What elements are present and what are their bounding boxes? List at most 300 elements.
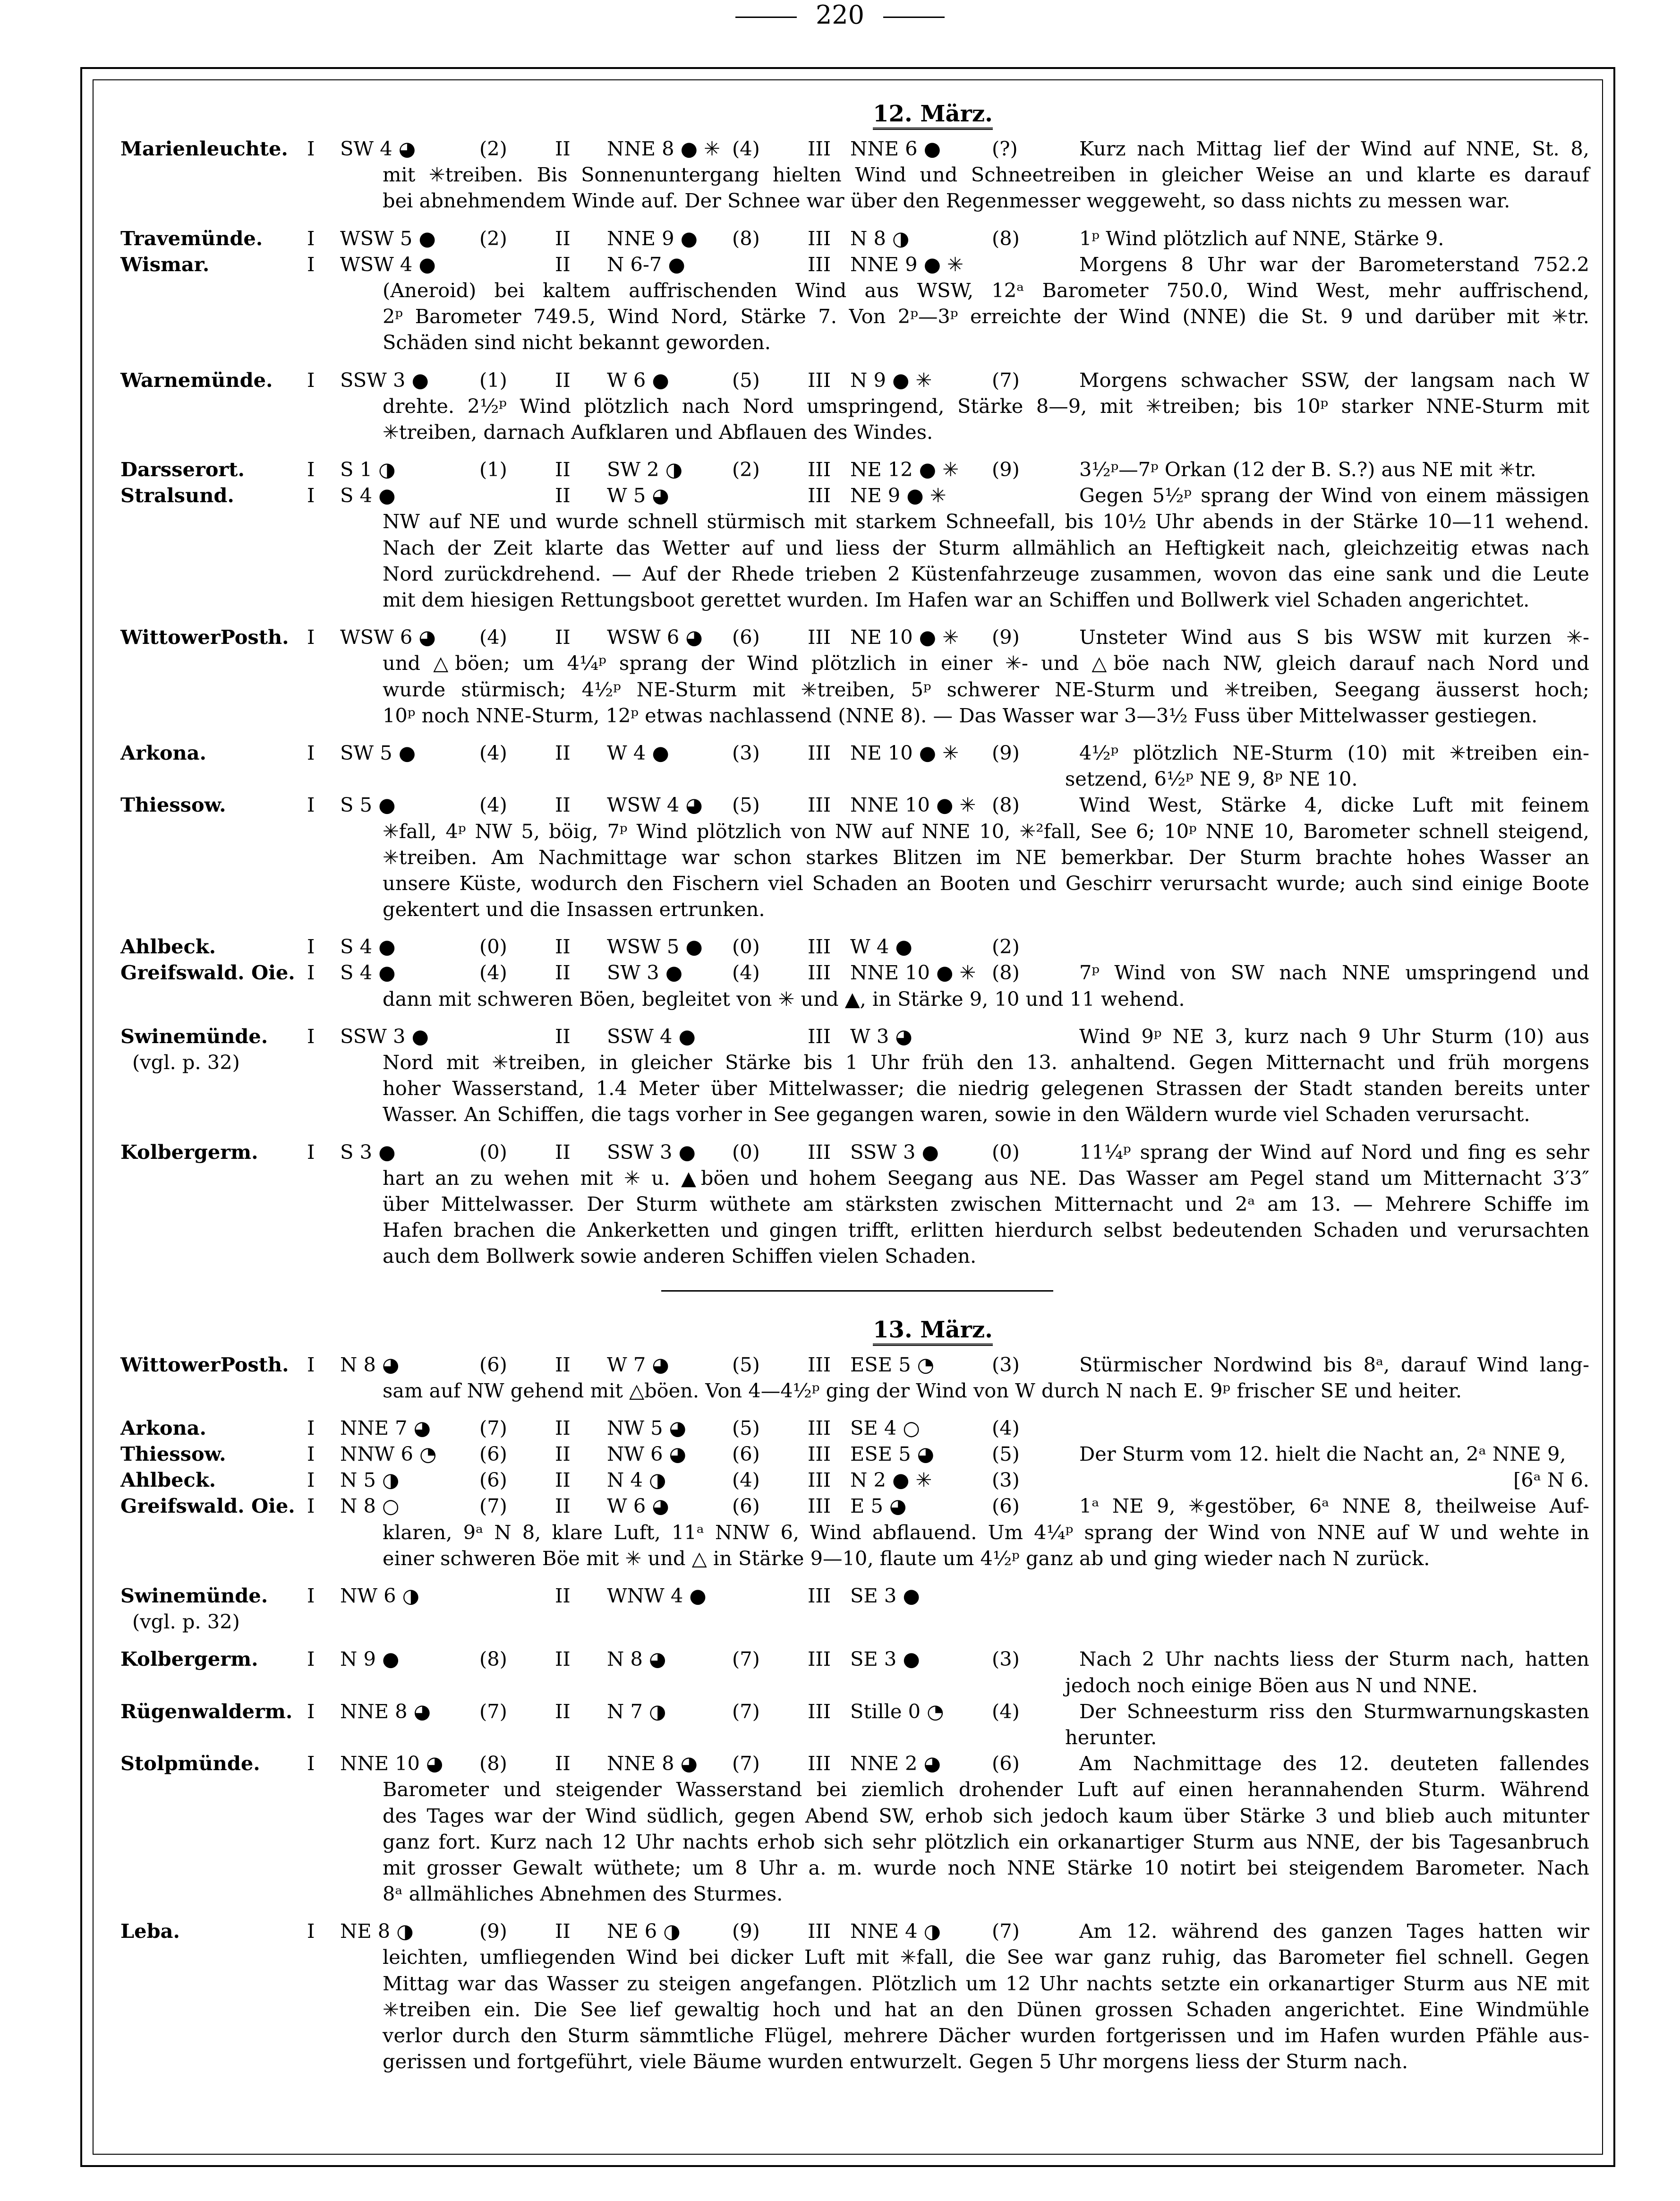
obs-time-3: III bbox=[808, 368, 831, 392]
obs-3: SSW 3 ● bbox=[850, 1140, 939, 1164]
obs-time-1: I bbox=[307, 741, 315, 764]
remark-row bbox=[120, 1724, 1589, 1750]
obs-1: S 4 ● bbox=[340, 961, 396, 985]
remark-row bbox=[120, 1545, 1589, 1571]
station-name: Ahlbeck. bbox=[120, 935, 216, 959]
station-name: Swinemünde. bbox=[120, 1584, 268, 1607]
station-name: Arkona. bbox=[120, 741, 207, 764]
remark-row bbox=[120, 986, 1589, 1012]
obs-time-2: II bbox=[555, 741, 571, 764]
remark-start: Am 12. während des ganzen Tages hatten wir bbox=[1079, 1919, 1589, 1943]
station-name: Greifswald. Oie. bbox=[120, 961, 295, 985]
sea-state-1: (1) bbox=[479, 458, 507, 481]
station-entry bbox=[120, 225, 1589, 251]
obs-time-2: II bbox=[555, 1140, 571, 1164]
entry-gap bbox=[120, 445, 1589, 456]
obs-time-1: I bbox=[307, 368, 315, 392]
station-name: Darsserort. bbox=[120, 458, 245, 481]
remark-line: Hafen brachen die Ankerketten und gingen trifft, erlitten hierdurch selbst bedeutenden Schaden und verursachten bbox=[383, 1218, 1589, 1242]
remark-row bbox=[120, 896, 1589, 922]
obs-3: N 2 ● ✳ bbox=[850, 1468, 932, 1492]
remark-line: unsere Küste, wodurch den Fischern viel Schaden an Booten und Geschirr verursacht wurde; auch sind einige Boote bbox=[383, 871, 1589, 895]
remark-line: des Tages war der Wind südlich, gegen Abend SW, erhob sich jedoch kaum über Stärke 3 und blieb auch mitunter bbox=[383, 1804, 1589, 1827]
obs-2: N 4 ◑ bbox=[607, 1468, 666, 1492]
remark-start: 4½ᵖ plötzlich NE-Sturm (10) mit ✳treiben ein- bbox=[1079, 741, 1589, 764]
obs-time-3: III bbox=[808, 961, 831, 985]
obs-time-3: III bbox=[808, 252, 831, 276]
remark-row bbox=[120, 2048, 1589, 2074]
entry-first-line bbox=[120, 1139, 1589, 1165]
obs-3: Stille 0 ◔ bbox=[850, 1699, 944, 1723]
remark-line: einer schweren Böe mit ✳ und △ in Stärke 9—10, flaute um 4½ᵖ ganz ab und ging wieder nach N zurück. bbox=[383, 1546, 1430, 1570]
sea-state-3: (4) bbox=[992, 1416, 1020, 1439]
station-entry bbox=[120, 136, 1589, 214]
remark-line: gerissen und fortgeführt, viele Bäume wurden entwurzelt. Gegen 5 Uhr morgens liess der Sturm nach. bbox=[383, 2050, 1408, 2073]
remark-line: ✳fall, 4ᵖ NW 5, böig, 7ᵖ Wind plötzlich von NW auf NNE 10, ✳²fall, See 6; 10ᵖ NNE 10, Barometer schnell steigend, bbox=[383, 819, 1589, 843]
obs-1: NNE 10 ◕ bbox=[340, 1752, 443, 1775]
remark-start: 1ᵖ Wind plötzlich auf NNE, Stärke 9. bbox=[1079, 226, 1444, 250]
remark-row bbox=[120, 702, 1589, 728]
obs-time-1: I bbox=[307, 1647, 315, 1671]
station-entry bbox=[120, 1467, 1589, 1493]
remark-start: Wind 9ᵖ NE 3, kurz nach 9 Uhr Sturm (10) aus bbox=[1079, 1024, 1589, 1048]
remark-row bbox=[120, 844, 1589, 870]
sea-state-3: (9) bbox=[992, 458, 1020, 481]
obs-3: SE 3 ● bbox=[850, 1647, 920, 1671]
remark-row bbox=[120, 393, 1589, 419]
remark-line: bei abnehmendem Winde auf. Der Schnee war über den Regenmesser weggeweht, so dass nichts zu messen war. bbox=[383, 189, 1510, 213]
remark-start: Morgens schwacher SSW, der langsam nach W bbox=[1079, 368, 1589, 392]
station-name: Thiessow. bbox=[120, 1442, 226, 1466]
sea-state-2: (0) bbox=[732, 1140, 760, 1164]
sea-state-1: (9) bbox=[479, 1919, 507, 1943]
obs-2: W 4 ● bbox=[607, 741, 669, 764]
entry-first-line bbox=[120, 136, 1589, 162]
remark-line: leichten, umfliegenden Wind bei dicker Luft mit ✳fall, die See war ganz ruhig, das Barometer fiel schnell. Gegen bbox=[383, 1945, 1589, 1969]
station-name: WittowerPosth. bbox=[120, 625, 289, 649]
remark-line: drehte. 2½ᵖ Wind plötzlich nach Nord umspringend, Stärke 8—9, mit ✳treiben; bis 10ᵖ starker NNE-Sturm mit bbox=[383, 394, 1589, 418]
sea-state-1: (0) bbox=[479, 935, 507, 959]
station-entry bbox=[120, 1415, 1589, 1441]
sea-state-3: (8) bbox=[992, 226, 1020, 250]
obs-1: S 5 ● bbox=[340, 793, 396, 817]
remark-start: Unsteter Wind aus S bis WSW mit kurzen ✳- bbox=[1079, 625, 1589, 649]
remark-start: Am Nachmittage des 12. deuteten fallendes bbox=[1079, 1752, 1589, 1775]
entry-first-line bbox=[120, 1583, 1589, 1609]
obs-1: WSW 5 ● bbox=[340, 226, 436, 250]
remark-row bbox=[120, 1519, 1589, 1545]
remark-row bbox=[120, 1803, 1589, 1829]
remark-line: ✳treiben, darnach Aufklaren und Abflauen des Windes. bbox=[383, 420, 933, 444]
obs-time-3: III bbox=[808, 458, 831, 481]
obs-time-1: I bbox=[307, 1494, 315, 1518]
entry-first-line bbox=[120, 1441, 1589, 1467]
entry-first-line bbox=[120, 482, 1589, 508]
remark-line: 8ᵃ allmähliches Abnehmen des Sturmes. bbox=[383, 1882, 783, 1906]
obs-2: NE 6 ◑ bbox=[607, 1919, 681, 1943]
entry-first-line bbox=[120, 1415, 1589, 1441]
obs-1: SW 5 ● bbox=[340, 741, 416, 764]
station-name: Rügenwalderm. bbox=[120, 1699, 293, 1723]
sea-state-3: (3) bbox=[992, 1353, 1020, 1376]
sea-state-1: (4) bbox=[479, 961, 507, 985]
left-dash bbox=[735, 17, 797, 18]
remark-line: klaren, 9ᵃ N 8, klare Luft, 11ᵃ NNW 6, Wind abflauend. Um 4¼ᵖ sprang der Wind von NNE auf W und wehte in bbox=[383, 1520, 1589, 1544]
remark-row bbox=[120, 2022, 1589, 2048]
obs-2: SSW 4 ● bbox=[607, 1024, 696, 1048]
obs-2: SSW 3 ● bbox=[607, 1140, 696, 1164]
remark-line: ✳treiben. Am Nachmittage war schon starkes Blitzen im NE bemerkbar. Der Sturm brachte hohes Wasser an bbox=[383, 845, 1589, 869]
station-entry bbox=[120, 1583, 1589, 1635]
sea-state-1: (0) bbox=[479, 1140, 507, 1164]
station-entry bbox=[120, 1698, 1589, 1750]
sea-state-2: (4) bbox=[732, 961, 760, 985]
remark-row bbox=[120, 1378, 1589, 1404]
obs-1: SSW 3 ● bbox=[340, 1024, 429, 1048]
entry-sub-line bbox=[120, 1609, 1589, 1635]
sea-state-3: (3) bbox=[992, 1468, 1020, 1492]
obs-time-2: II bbox=[555, 935, 571, 959]
obs-3: NNE 4 ◑ bbox=[850, 1919, 941, 1943]
station-entry bbox=[120, 1352, 1589, 1404]
sea-state-3: (5) bbox=[992, 1442, 1020, 1466]
remark-line: jedoch noch einige Böen aus N und NNE. bbox=[1065, 1673, 1478, 1697]
divider-rule bbox=[661, 1290, 1053, 1292]
obs-time-2: II bbox=[555, 793, 571, 817]
remark-row bbox=[120, 303, 1589, 329]
station-entry bbox=[120, 482, 1589, 613]
remark-line: herunter. bbox=[1065, 1725, 1157, 1749]
remark-start: Morgens 8 Uhr war der Barometerstand 752.2 bbox=[1079, 252, 1589, 276]
remark-line: (Aneroid) bei kaltem auffrischenden Wind aus WSW, 12ᵃ Barometer 750.0, Wind West, mehr auffrischend, bbox=[383, 278, 1589, 302]
entry-first-line bbox=[120, 1352, 1589, 1378]
sea-state-2: (7) bbox=[732, 1752, 760, 1775]
entry-gap bbox=[120, 1012, 1589, 1023]
entry-gap bbox=[120, 613, 1589, 624]
sea-state-3: (2) bbox=[992, 935, 1020, 959]
station-name: Kolbergerm. bbox=[120, 1140, 258, 1164]
remark-row bbox=[120, 870, 1589, 896]
remark-line: über Mittelwasser. Der Sturm wüthete am stärksten zwischen Mitternacht und 2ᵃ am 13. — Mehrere Schiffe im bbox=[383, 1192, 1589, 1216]
station-entry bbox=[120, 1750, 1589, 1907]
section-date: 12. März. bbox=[873, 100, 993, 130]
obs-time-1: I bbox=[307, 1353, 315, 1376]
obs-time-1: I bbox=[307, 252, 315, 276]
station-entry bbox=[120, 740, 1589, 792]
obs-1: NE 8 ◑ bbox=[340, 1919, 414, 1943]
station-entry bbox=[120, 959, 1589, 1011]
obs-1: N 8 ◕ bbox=[340, 1353, 400, 1376]
remark-row bbox=[120, 188, 1589, 214]
obs-2: SW 2 ◑ bbox=[607, 458, 683, 481]
obs-time-2: II bbox=[555, 1494, 571, 1518]
remark-line: mit ✳treiben. Bis Sonnenuntergang hielten Wind und Schneetreiben in gleicher Weise an und klarte es darauf bbox=[383, 163, 1589, 187]
remark-row bbox=[120, 535, 1589, 561]
remark-row bbox=[120, 1101, 1589, 1127]
sea-state-2: (5) bbox=[732, 368, 760, 392]
remark-row bbox=[120, 1970, 1589, 1996]
remark-row bbox=[120, 818, 1589, 844]
remark-line: setzend, 6½ᵖ NE 9, 8ᵖ NE 10. bbox=[1065, 767, 1358, 791]
remark-start: 1ᵃ NE 9, ✳gestöber, 6ᵃ NNE 8, theilweise Auf- bbox=[1079, 1494, 1589, 1518]
obs-time-3: III bbox=[808, 1699, 831, 1723]
station-entry bbox=[120, 1918, 1589, 2074]
remark-row bbox=[120, 508, 1589, 534]
report-content bbox=[120, 92, 1589, 2086]
obs-time-1: I bbox=[307, 1584, 315, 1607]
obs-time-3: III bbox=[808, 484, 831, 507]
obs-1: N 5 ◑ bbox=[340, 1468, 400, 1492]
station-name: Thiessow. bbox=[120, 793, 226, 817]
obs-3: W 3 ◕ bbox=[850, 1024, 912, 1048]
sea-state-1: (1) bbox=[479, 368, 507, 392]
entry-gap bbox=[120, 2074, 1589, 2086]
sea-state-1: (2) bbox=[479, 226, 507, 250]
remark-row bbox=[120, 1075, 1589, 1101]
sea-state-1: (8) bbox=[479, 1647, 507, 1671]
obs-time-1: I bbox=[307, 1919, 315, 1943]
station-entry bbox=[120, 933, 1589, 959]
entry-first-line bbox=[120, 251, 1589, 277]
station-name: Swinemünde. bbox=[120, 1024, 268, 1048]
obs-3: W 4 ● bbox=[850, 935, 912, 959]
sea-state-1: (6) bbox=[479, 1468, 507, 1492]
obs-2: WNW 4 ● bbox=[607, 1584, 707, 1607]
entry-gap bbox=[120, 214, 1589, 225]
obs-time-2: II bbox=[555, 137, 571, 160]
obs-3: NE 10 ● ✳ bbox=[850, 625, 959, 649]
entry-first-line bbox=[120, 740, 1589, 766]
obs-3: N 8 ◑ bbox=[850, 226, 910, 250]
remark-line: mit grosser Gewalt wüthete; um 8 Uhr a. m. wurde noch NNE Stärke 10 notirt bei steigendem Barometer. Nach bbox=[383, 1856, 1589, 1879]
obs-3: ESE 5 ◕ bbox=[850, 1442, 935, 1466]
entry-first-line bbox=[120, 792, 1589, 818]
sea-state-3: (6) bbox=[992, 1752, 1020, 1775]
entry-gap bbox=[120, 922, 1589, 933]
sea-state-1: (4) bbox=[479, 741, 507, 764]
entry-gap bbox=[120, 356, 1589, 367]
remark-line: Barometer und steigender Wasserstand bei ziemlich drohender Luft auf einen herannahenden Sturm. Während bbox=[383, 1778, 1589, 1801]
sea-state-2: (5) bbox=[732, 793, 760, 817]
entry-first-line bbox=[120, 1023, 1589, 1049]
obs-3: NNE 2 ◕ bbox=[850, 1752, 941, 1775]
station-name: Wismar. bbox=[120, 252, 210, 276]
entry-first-line bbox=[120, 1750, 1589, 1776]
obs-time-3: III bbox=[808, 1919, 831, 1943]
remark-start: 7ᵖ Wind von SW nach NNE umspringend und bbox=[1079, 961, 1589, 985]
sea-state-1: (4) bbox=[479, 793, 507, 817]
entry-first-line bbox=[120, 456, 1589, 482]
remark-line: 10ᵖ noch NNE-Sturm, 12ᵖ etwas nachlassend (NNE 8). — Das Wasser war 3—3½ Fuss über Mittelwasser gestiegen. bbox=[383, 703, 1538, 727]
remark-line: ganz fort. Kurz nach 12 Uhr nachts erhob sich sehr plötzlich ein orkanartiger Sturm aus NNE, der bis Tagesanbruch bbox=[383, 1830, 1589, 1853]
station-entry bbox=[120, 456, 1589, 482]
obs-time-1: I bbox=[307, 793, 315, 817]
remark-line: Nach der Zeit klarte das Wetter auf und liess der Sturm allmählich an Heftigkeit nach, gleichzeitig etwas nach bbox=[383, 536, 1589, 559]
obs-1: NNE 8 ◕ bbox=[340, 1699, 431, 1723]
remark-start: [6ᵃ N 6. bbox=[1513, 1468, 1589, 1492]
sea-state-1: (2) bbox=[479, 137, 507, 160]
section-date: 13. März. bbox=[873, 1316, 993, 1346]
obs-time-1: I bbox=[307, 1752, 315, 1775]
station-name: Stralsund. bbox=[120, 484, 234, 507]
entry-gap bbox=[120, 1128, 1589, 1139]
obs-time-3: III bbox=[808, 1468, 831, 1492]
obs-3: NE 9 ● ✳ bbox=[850, 484, 947, 507]
obs-time-3: III bbox=[808, 1494, 831, 1518]
sea-state-3: (8) bbox=[992, 793, 1020, 817]
entry-first-line bbox=[120, 367, 1589, 393]
entry-first-line bbox=[120, 1493, 1589, 1519]
remark-start: Stürmischer Nordwind bis 8ᵃ, darauf Wind lang- bbox=[1079, 1353, 1589, 1376]
obs-1: NW 6 ◑ bbox=[340, 1584, 419, 1607]
obs-1: SW 4 ◕ bbox=[340, 137, 416, 160]
station-name: Marienleuchte. bbox=[120, 137, 288, 160]
sea-state-2: (0) bbox=[732, 935, 760, 959]
remark-line: Wasser. An Schiffen, die tags vorher in See gegangen waren, sowie in den Wäldern wurde viel Schaden verursacht. bbox=[383, 1103, 1530, 1126]
sea-state-3: (7) bbox=[992, 368, 1020, 392]
obs-time-1: I bbox=[307, 1140, 315, 1164]
station-name: WittowerPosth. bbox=[120, 1353, 289, 1376]
station-name: Kolbergerm. bbox=[120, 1647, 258, 1671]
remark-line: Schäden sind nicht bekannt geworden. bbox=[383, 331, 771, 354]
obs-2: NW 5 ◕ bbox=[607, 1416, 686, 1439]
obs-1: S 1 ◑ bbox=[340, 458, 396, 481]
sea-state-1: (6) bbox=[479, 1353, 507, 1376]
obs-time-2: II bbox=[555, 1584, 571, 1607]
obs-2: SW 3 ● bbox=[607, 961, 683, 985]
sea-state-3: (9) bbox=[992, 625, 1020, 649]
station-entry bbox=[120, 624, 1589, 728]
obs-2: W 6 ◕ bbox=[607, 1494, 669, 1518]
obs-time-2: II bbox=[555, 1752, 571, 1775]
obs-3: NNE 9 ● ✳ bbox=[850, 252, 964, 276]
obs-time-1: I bbox=[307, 226, 315, 250]
obs-time-3: III bbox=[808, 1024, 831, 1048]
obs-1: N 8 ○ bbox=[340, 1494, 400, 1518]
sea-state-2: (8) bbox=[732, 226, 760, 250]
sea-state-3: (7) bbox=[992, 1919, 1020, 1943]
station-reference: (vgl. p. 32) bbox=[132, 1051, 240, 1074]
sea-state-2: (3) bbox=[732, 741, 760, 764]
remark-start: 11¼ᵖ sprang der Wind auf Nord und fing es sehr bbox=[1079, 1140, 1589, 1164]
station-name: Warnemünde. bbox=[120, 368, 273, 392]
remark-line: dann mit schweren Böen, begleitet von ✳ und ▲, in Stärke 9, 10 und 11 wehend. bbox=[383, 987, 1185, 1011]
obs-time-3: III bbox=[808, 1442, 831, 1466]
right-dash bbox=[883, 17, 945, 18]
obs-1: S 4 ● bbox=[340, 484, 396, 507]
station-name: Travemünde. bbox=[120, 226, 263, 250]
obs-3: ESE 5 ◔ bbox=[850, 1353, 935, 1376]
obs-1: NNW 6 ◔ bbox=[340, 1442, 437, 1466]
obs-1: WSW 6 ◕ bbox=[340, 625, 436, 649]
obs-3: SE 3 ● bbox=[850, 1584, 920, 1607]
obs-time-2: II bbox=[555, 1919, 571, 1943]
sea-state-2: (4) bbox=[732, 137, 760, 160]
remark-line: NW auf NE und wurde schnell stürmisch mit starkem Schneefall, bis 10½ Uhr abends in der Stärke 10—11 wehend. bbox=[383, 510, 1589, 533]
station-name: Leba. bbox=[120, 1919, 180, 1943]
remark-row bbox=[120, 587, 1589, 613]
obs-time-3: III bbox=[808, 1752, 831, 1775]
obs-time-2: II bbox=[555, 1416, 571, 1439]
entry-first-line bbox=[120, 1698, 1589, 1724]
remark-line: hart an zu wehen mit ✳ u. ▲böen und hohem Seegang aus NE. Das Wasser am Pegel stand um Mitternacht 3′3″ bbox=[383, 1166, 1589, 1190]
obs-3: N 9 ● ✳ bbox=[850, 368, 932, 392]
obs-time-2: II bbox=[555, 226, 571, 250]
section-heading bbox=[120, 92, 1589, 136]
entry-first-line bbox=[120, 225, 1589, 251]
station-entry bbox=[120, 1139, 1589, 1269]
remark-line: und △böen; um 4¼ᵖ sprang der Wind plötzlich in einer ✳- und △böe nach NW, gleich darauf nach Nord und bbox=[383, 651, 1589, 675]
station-entry bbox=[120, 792, 1589, 922]
obs-time-2: II bbox=[555, 625, 571, 649]
remark-row bbox=[120, 1776, 1589, 1802]
obs-3: NNE 10 ● ✳ bbox=[850, 793, 976, 817]
remark-row bbox=[120, 766, 1589, 792]
obs-2: NNE 9 ● bbox=[607, 226, 698, 250]
obs-3: NNE 6 ● bbox=[850, 137, 941, 160]
remark-line: 2ᵖ Barometer 749.5, Wind Nord, Stärke 7. Von 2ᵖ—3ᵖ erreichte der Wind (NNE) die St. 9 und darüber mit ✳tr. bbox=[383, 305, 1589, 328]
station-name: Ahlbeck. bbox=[120, 1468, 216, 1492]
obs-1: SSW 3 ● bbox=[340, 368, 429, 392]
entry-gap bbox=[120, 1635, 1589, 1646]
remark-start: Wind West, Stärke 4, dicke Luft mit feinem bbox=[1079, 793, 1589, 817]
obs-2: W 5 ◕ bbox=[607, 484, 669, 507]
obs-3: E 5 ◕ bbox=[850, 1494, 907, 1518]
sea-state-2: (2) bbox=[732, 458, 760, 481]
obs-time-1: I bbox=[307, 1024, 315, 1048]
obs-2: N 8 ◕ bbox=[607, 1647, 666, 1671]
entry-first-line bbox=[120, 933, 1589, 959]
obs-time-3: III bbox=[808, 1584, 831, 1607]
sea-state-3: (9) bbox=[992, 741, 1020, 764]
sea-state-1: (4) bbox=[479, 625, 507, 649]
sea-state-3: (0) bbox=[992, 1140, 1020, 1164]
entry-first-line bbox=[120, 1918, 1589, 1944]
obs-time-3: III bbox=[808, 935, 831, 959]
obs-time-3: III bbox=[808, 793, 831, 817]
sea-state-2: (7) bbox=[732, 1699, 760, 1723]
remark-line: hoher Wasserstand, 1.4 Meter über Mittelwasser; die niedrig gelegenen Strassen der Stadt standen bereits unter bbox=[383, 1077, 1589, 1100]
obs-time-1: I bbox=[307, 1468, 315, 1492]
obs-3: NE 12 ● ✳ bbox=[850, 458, 959, 481]
obs-time-2: II bbox=[555, 458, 571, 481]
obs-time-3: III bbox=[808, 137, 831, 160]
sea-state-1: (7) bbox=[479, 1416, 507, 1439]
remark-line: mit dem hiesigen Rettungsboot gerettet wurden. Im Hafen war an Schiffen und Bollwerk viel Schaden angerichtet. bbox=[383, 588, 1530, 611]
remark-row bbox=[120, 1944, 1589, 1970]
station-entry bbox=[120, 1441, 1589, 1467]
obs-2: W 7 ◕ bbox=[607, 1353, 669, 1376]
station-name: Stolpmünde. bbox=[120, 1752, 260, 1775]
station-name: Arkona. bbox=[120, 1416, 207, 1439]
sea-state-2: (4) bbox=[732, 1468, 760, 1492]
remark-row bbox=[120, 1672, 1589, 1698]
obs-time-3: III bbox=[808, 1647, 831, 1671]
remark-line: Mittag war das Wasser zu steigen angefangen. Plötzlich um 12 Uhr nachts setzte ein orkanartiger Sturm aus NE mit bbox=[383, 1971, 1589, 1995]
entry-sub-line bbox=[120, 1049, 1589, 1075]
remark-row bbox=[120, 1855, 1589, 1881]
obs-time-1: I bbox=[307, 484, 315, 507]
sea-state-3: (3) bbox=[992, 1647, 1020, 1671]
sea-state-1: (7) bbox=[479, 1699, 507, 1723]
obs-2: NNE 8 ◕ bbox=[607, 1752, 698, 1775]
remark-row bbox=[120, 1829, 1589, 1855]
obs-3: SE 4 ○ bbox=[850, 1416, 920, 1439]
entry-first-line bbox=[120, 959, 1589, 985]
obs-time-3: III bbox=[808, 1353, 831, 1376]
remark-row bbox=[120, 677, 1589, 702]
remark-row bbox=[120, 329, 1589, 355]
